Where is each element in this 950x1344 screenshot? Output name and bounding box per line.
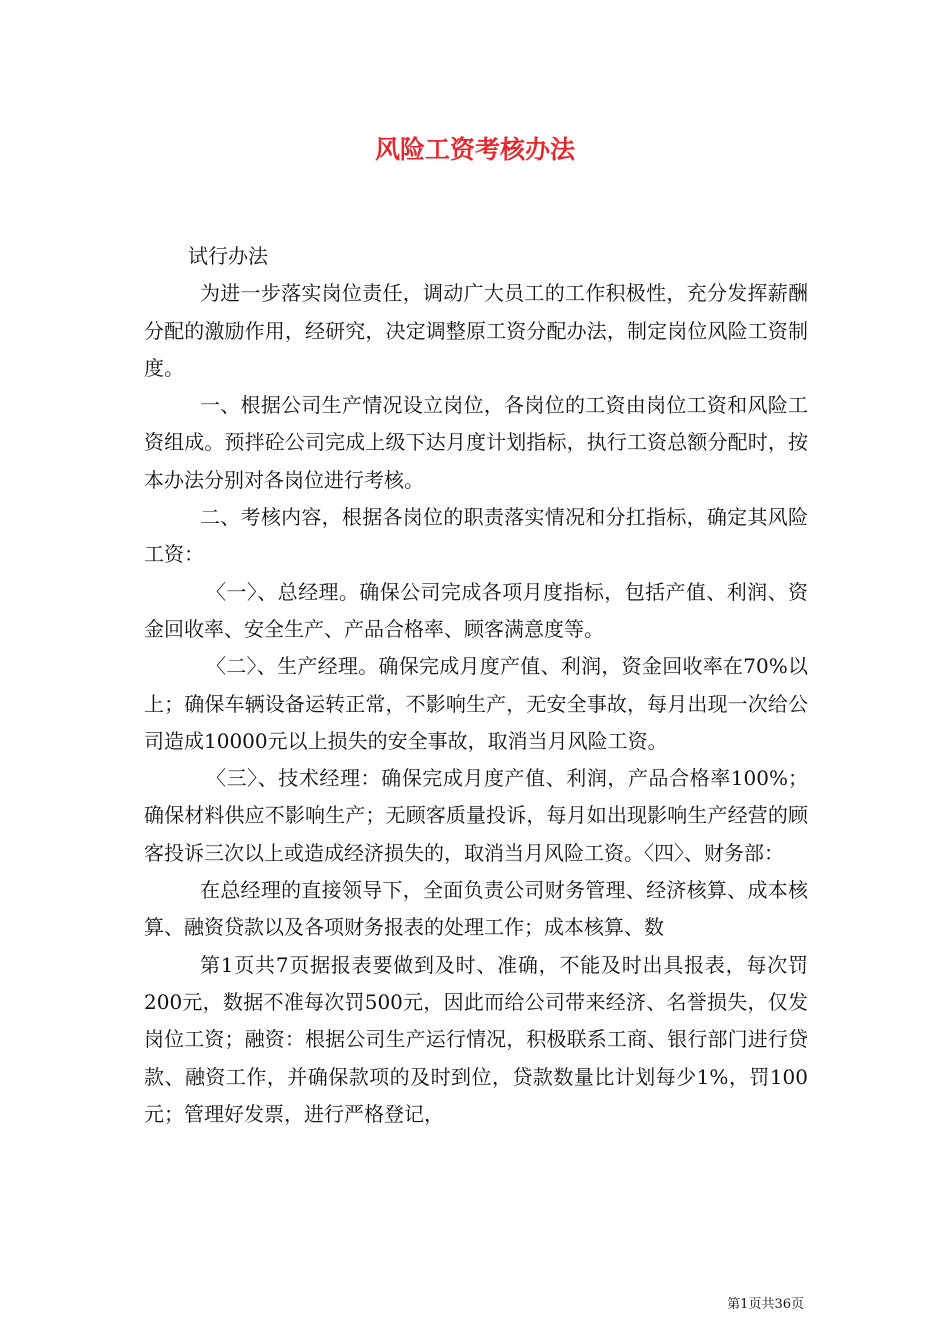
paragraph-finance: 在总经理的直接领导下，全面负责公司财务管理、经济核算、成本核算、融资贷款以及各项财务报表的处理工作；成本核算、数 [144, 878, 808, 940]
paragraph-finance-cont: 第1页共7页据报表要做到及时、准确，不能及时出具报表，每次罚200元，数据不准每次罚500元，因此而给公司带来经济、名誉损失，仅发岗位工资；融资：根据公司生产运行情况，积极联系工商、银行部门进行贷款、融资工作，并确保款项的及时到位，贷款数量比计划每少1%，罚100元；管理好发票，进行严格登记， [144, 952, 808, 1126]
page-number-footer: 第1页共36页 [727, 1297, 804, 1312]
paragraph-section-1: 一、根据公司生产情况设立岗位，各岗位的工资由岗位工资和风险工资组成。预拌砼公司完成上级下达月度计划指标，执行工资总额分配时，按本办法分别对各岗位进行考核。 [144, 393, 808, 492]
document-body [144, 238, 808, 1133]
paragraph-item-1: 〈一〉、总经理。确保公司完成各项月度指标，包括产值、利润、资金回收率、安全生产、产品合格率、顾客满意度等。 [144, 579, 808, 641]
paragraph-section-2: 二、考核内容，根据各岗位的职责落实情况和分扛指标，确定其风险工资： [144, 505, 808, 567]
paragraph-item-2: 〈二〉、生产经理。确保完成月度产值、利润，资金回收率在70%以上；确保车辆设备运转正常，不影响生产，无安全事故，每月出现一次给公司造成10000元以上损失的安全事故，取消当月风险工资。 [144, 654, 808, 753]
page-title: 风险工资考核办法 [374, 135, 575, 164]
paragraph-intro: 为进一步落实岗位责任，调动广大员工的工作积极性，充分发挥薪酬分配的激励作用，经研究，决定调整原工资分配办法，制定岗位风险工资制度。 [144, 281, 808, 380]
paragraph-subtitle: 试行办法 [188, 244, 268, 268]
paragraph-item-3: 〈三〉、技术经理：确保完成月度产值、利润，产品合格率100%；确保材料供应不影响生产；无顾客质量投诉，每月如出现影响生产经营的顾客投诉三次以上或造成经济损失的，取消当月风险工资。〈四〉、财务部： [144, 766, 808, 865]
